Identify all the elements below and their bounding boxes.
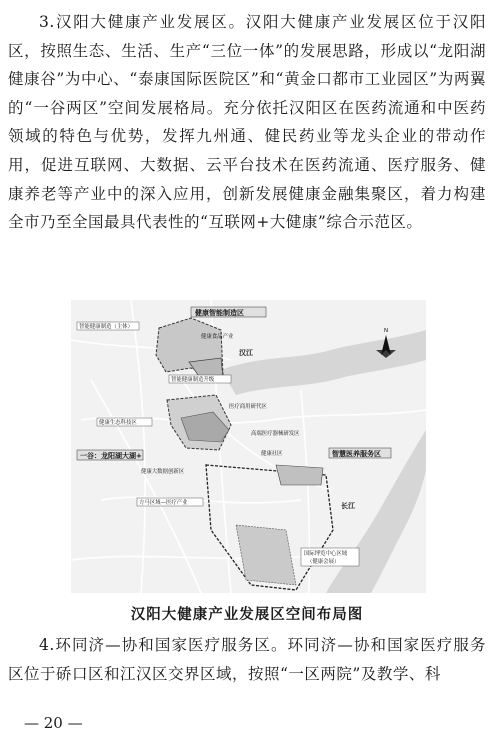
figure-caption: 汉阳大健康产业发展区空间布局图 [130, 607, 364, 623]
layout-map [71, 300, 426, 593]
label-smart-health-park: 智能健康制造（主体） [79, 324, 133, 330]
label-health-food: 健康食品产业 [201, 334, 234, 340]
label-high-end-devices: 高端医疗器械研发区 [251, 431, 300, 437]
label-upgrade: 智能健康制造升级 [171, 377, 215, 383]
label-smart-medical: 智慧医养服务区 [332, 450, 381, 458]
body-paragraph-2: 4.环同济—协和国家医疗服务区。环同济—协和国家医疗服务区位于硚口区和江汉区交界区域，按照“一区两院”及教学、科 [8, 636, 486, 683]
label-hanjiang: 汉江 [239, 349, 253, 357]
zone-big-data [236, 525, 296, 585]
label-big-data: 健康大数据创新区 [141, 469, 185, 475]
label-medical-logistics: 医疗商用研代区 [229, 404, 267, 410]
label-one-valley: 一谷：龙阳湖大湖+ [80, 452, 142, 460]
label-fangma: 方马区域—医疗产业 [139, 500, 188, 506]
label-smart-manufacturing: 健康智能制造区 [195, 309, 244, 317]
label-intl-medical: 国际博览中心区域 [304, 551, 348, 557]
svg-text:N: N [383, 328, 389, 334]
label-eco-tech: 健康生态科技区 [99, 420, 137, 426]
body-paragraph-1: 3.汉阳大健康产业发展区。汉阳大健康产业发展区位于汉阳区，按照生态、生活、生产“三位一体”的发展思路，形成以“龙阳湖健康谷”为中心、“泰康国际医院区”和“黄金口都市工业园区”为两翼的“一谷两区”空间发展格局。充分依托汉阳区在医药流通和中医药领域的特色与优势，发挥九州通、健民药业等龙头企业的带动作用，促进互联网、大数据、云平台技术在医药流通、医疗服务、健康养老等产业中的深入应用，创新发展健康金融集聚区，着力构建全市乃至全国最具代表性的“互联网+大健康”综合示范区。 [8, 13, 486, 232]
label-health-convention: （健康会展） [307, 559, 340, 565]
label-changjiang: 长江 [341, 502, 355, 510]
page-number: — 20 — [24, 714, 83, 732]
zone-health-community [276, 465, 323, 485]
map-svg [71, 300, 426, 593]
label-health-community: 健康社区 [261, 451, 283, 457]
